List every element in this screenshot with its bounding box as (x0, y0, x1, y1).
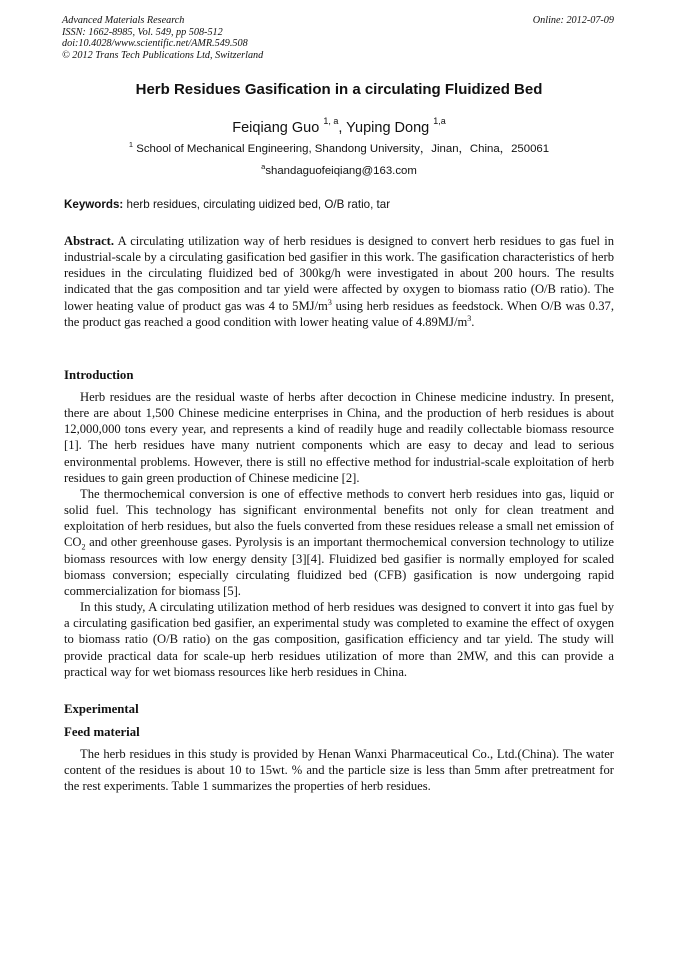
journal-header (62, 15, 263, 61)
author-1: Feiqiang Guo (232, 119, 320, 136)
author-line (0, 113, 678, 138)
introduction-paragraph-3: In this study, A circulating utilization method of herb residues was designed to convert it into gas fuel by a circulating gasification bed gasifier, an experimental study was completed to examine the effect of oxygen to biomass ratio (O/B ratio) on the gas composition, gasification efficiency and tar yield. The study will provide practical data for scale-up herb residues utilization of more than 2MW, and this can provide a practical way for wet biomass resources like herb residues in China. (64, 600, 614, 679)
keywords (64, 198, 614, 212)
online-date: Online: 2012-07-09 (532, 15, 614, 26)
abstract-sup-1: 3 (327, 297, 332, 307)
feed-material-heading: Feed material (64, 725, 140, 739)
author-2-sup: 1,a (433, 116, 446, 126)
introduction-body (64, 389, 614, 680)
introduction-paragraph-2 (64, 486, 614, 599)
abstract-text-2: using herb residues as feedstock. When O/B was 0.37, the product gas reached a good condition with lower heating value of 4.89MJ/m (64, 298, 614, 329)
email-sup: a (261, 162, 266, 171)
abstract-text-3: . (471, 314, 475, 329)
experimental-body (64, 746, 614, 794)
introduction-p2-text-a: The thermochemical conversion is one of effective methods to convert herb residues into gas, liquid or solid fuel. This technology has significant environmental benefits not only for clean treatment and exploitation of herb residues, but also the fuels converted from these residues release a small net emission of CO (64, 486, 614, 550)
author-2: Yuping Dong (346, 119, 430, 136)
email-address: shandaguofeiqiang@163.com (265, 164, 417, 177)
experimental-heading: Experimental (64, 702, 139, 716)
abstract-sup-2: 3 (467, 313, 472, 323)
email-line (0, 160, 678, 178)
abstract-text-1: A circulating utilization way of herb residues is designed to convert herb residues to gas fuel in industrial-scale by a circulating gasification bed gasifier in this work. The gasification characteristics of herb residues in the circulating fluidized bed of 300kg/h were investigated in about 200 hours. The results indicated that the gas composition and tar yield were affected by oxygen to biomass ratio (O/B ratio). The lower heating value of product gas was 4 to 5MJ/m (64, 234, 614, 313)
keywords-label: Keywords: (64, 198, 124, 211)
paper-title: Herb Residues Gasification in a circulating Fluidized Bed (135, 81, 543, 98)
affiliation (0, 138, 678, 156)
abstract-label: Abstract. (64, 234, 115, 248)
copyright-line: © 2012 Trans Tech Publications Ltd, Switzerland (62, 49, 264, 61)
introduction-paragraph-1: Herb residues are the residual waste of herbs after decoction in Chinese medicine industry. In present, there are about 1,500 Chinese medicine enterprises in China, and the production of herb residues is about 12,000,000 tons every year, and represents a kind of readily huge and readily collectable biomass resource [1]. The herb residues have many nutrient components which are easy to decay and lead to serious environmental problems. However, there is still no effective method for industrial-scale exploitation of herb residues to gain green production of Chinese medicine [2]. (64, 390, 614, 485)
affiliation-sup: 1 (128, 140, 134, 149)
experimental-paragraph-1: The herb residues in this study is provided by Henan Wanxi Pharmaceutical Co., Ltd.(China). The water content of the residues is about 10 to 15wt. % and the particle size is less than 5mm after pretreatment for the rest experiments. Table 1 summarizes the properties of herb residues. (64, 747, 614, 794)
author-separator: , (338, 119, 347, 136)
introduction-heading: Introduction (64, 368, 134, 382)
journal-name: Advanced Materials Research (62, 15, 185, 26)
keywords-text: herb residues, circulating uidized bed, O/B ratio, tar (126, 198, 391, 211)
abstract (64, 233, 614, 330)
co2-subscript: 2 (81, 542, 86, 552)
issn-line: ISSN: 1662-8985, Vol. 549, pp 508-512 (62, 26, 223, 38)
affiliation-text: School of Mechanical Engineering, Shandong University，Jinan，China，250061 (136, 142, 550, 155)
introduction-p2-text-b: and other greenhouse gases. Pyrolysis is an important thermochemical conversion technology to utilize biomass resources with low energy density [3][4]. Fluidized bed gasifier is normally employed for scaled biomass conversion; especially circulating fluidized bed (CFB) gasification is now undergoing rapid commercialization for biomass [5]. (64, 535, 614, 598)
author-1-sup: 1, a (323, 116, 339, 126)
doi-line: doi:10.4028/www.scientific.net/AMR.549.508 (62, 38, 248, 50)
